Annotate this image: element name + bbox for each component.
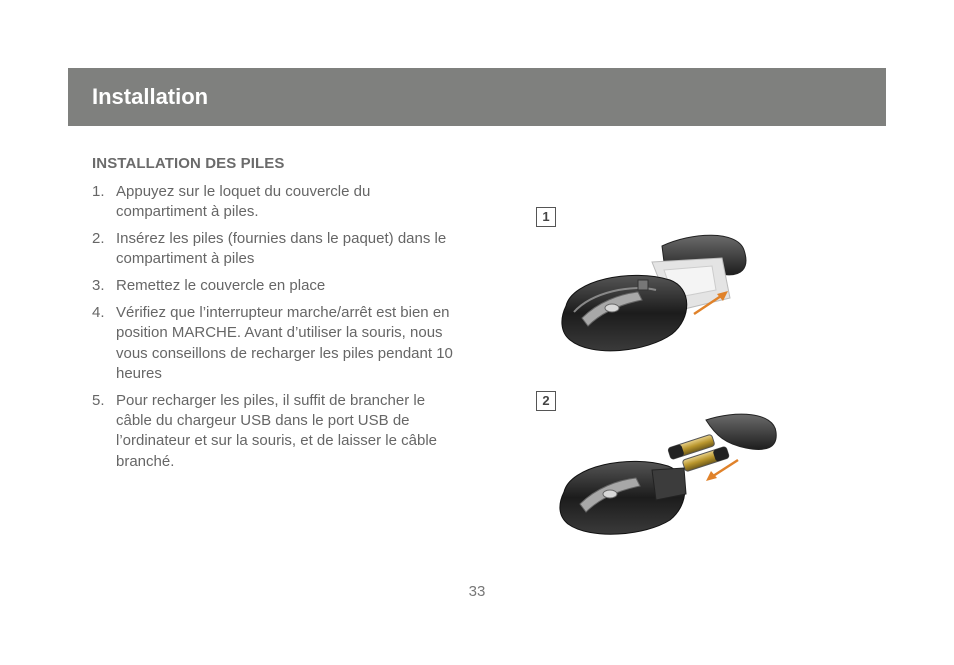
header-bar xyxy=(68,68,886,126)
figure-1-label: 1 xyxy=(536,207,556,227)
figure-2-label: 2 xyxy=(536,391,556,411)
section-heading: INSTALLATION DES PILES xyxy=(92,155,285,172)
mouse-battery-insert-illustration xyxy=(556,410,786,540)
installation-steps-list xyxy=(92,182,462,478)
list-item xyxy=(92,229,462,270)
step-text: Insérez les piles (fournies dans le paquet) dans le compartiment à piles xyxy=(116,230,447,268)
page-title: Installation xyxy=(92,84,209,109)
list-item xyxy=(92,276,462,296)
mouse-cover-open-illustration xyxy=(552,228,792,368)
step-text: Appuyez sur le loquet du couvercle du compartiment à piles. xyxy=(116,183,371,221)
step-text: Remettez le couvercle en place xyxy=(116,277,326,295)
list-item xyxy=(92,391,462,472)
step-number: 1. xyxy=(92,183,105,200)
step-text: Vérifiez que l’interrupteur marche/arrêt est bien en position MARCHE. Avant d’utiliser la souris, nous vous conseillons de recharger les piles pendant 10 heures xyxy=(116,303,453,382)
step-number: 3. xyxy=(92,277,105,295)
step-number: 5. xyxy=(92,391,105,409)
step-text: Pour recharger les piles, il suffit de brancher le câble du chargeur USB dans le port USB de l’ordinateur et sur la souris, et de laisser le câble branché. xyxy=(116,391,437,470)
list-item xyxy=(92,303,462,384)
step-number: 4. xyxy=(92,303,105,321)
step-number: 2. xyxy=(92,230,105,248)
page-number: 33 xyxy=(468,583,486,600)
list-item xyxy=(92,182,462,223)
